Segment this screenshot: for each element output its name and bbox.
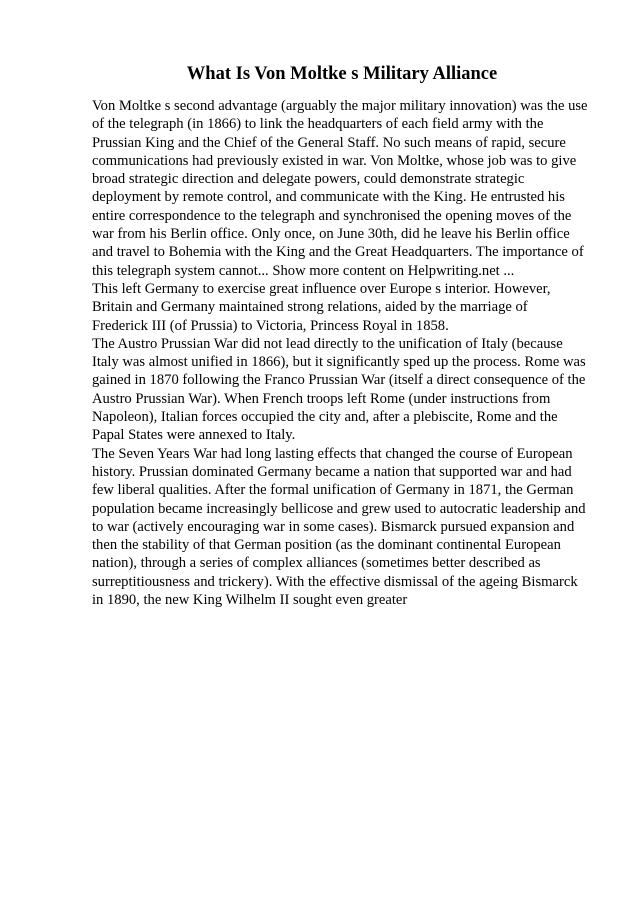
text-line: surreptitiousness and trickery). With the effective dismissal of the ageing Bismarck [92, 573, 578, 590]
paragraph-3 [92, 335, 592, 445]
text-line: Von Moltke s second advantage (arguably the major military innovation) was the use [92, 98, 588, 114]
text-line: then the stability of that German position (as the dominant continental European [92, 537, 561, 554]
text-line: Prussian King and the Chief of the General Staff. No such means of rapid, secure [92, 134, 566, 151]
text-line: and travel to Bohemia with the King and the Great Headquarters. The importance of [92, 244, 584, 261]
text-line: The Austro Prussian War did not lead directly to the unification of Italy (because [92, 335, 563, 352]
text-line: of the telegraph (in 1866) to link the headquarters of each field army with the [92, 116, 544, 133]
text-line: to war (actively encouraging war in some cases). Bismarck pursued expansion and [92, 518, 575, 535]
text-line: Italy was almost unified in 1866), but it significantly sped up the process. Rome was [92, 354, 586, 371]
text-line: in 1890, the new King Wilhelm II sought even greater [92, 592, 408, 609]
text-line: broad strategic direction and delegate powers, could demonstrate strategic [92, 171, 525, 188]
text-line: Napoleon), Italian forces occupied the city and, after a plebiscite, Rome and the [92, 409, 558, 426]
text-line: this telegraph system cannot... Show more content on Helpwriting.net ... [92, 262, 515, 279]
text-line: few liberal qualities. After the formal unification of Germany in 1871, the German [92, 482, 574, 499]
text-line: This left Germany to exercise great influence over Europe s interior. However, [92, 280, 551, 297]
text-line: nation), through a series of complex alliances (sometimes better described as [92, 555, 541, 572]
text-line: Britain and Germany maintained strong relations, aided by the marriage of [92, 299, 528, 316]
text-line: entire correspondence to the telegraph and synchronised the opening moves of the [92, 207, 572, 224]
text-line: population became increasingly bellicose and grew used to autocratic leadership and [92, 500, 586, 517]
document-title: What Is Von Moltke s Military Alliance [186, 64, 498, 84]
text-line: gained in 1870 following the Franco Prussian War (itself a direct consequence of the [92, 372, 586, 389]
text-line: deployment by remote control, and communicate with the King. He entrusted his [92, 189, 565, 206]
document-body [92, 97, 592, 609]
text-line: war from his Berlin office. Only once, on June 30th, did he leave his Berlin office [92, 226, 570, 243]
text-line: Papal States were annexed to Italy. [92, 427, 296, 444]
paragraph-2 [92, 280, 592, 335]
text-line: Austro Prussian War). When French troops left Rome (under instructions from [92, 390, 551, 407]
paragraph-1 [92, 97, 592, 280]
text-line: communications had previously existed in war. Von Moltke, whose job was to give [92, 152, 577, 169]
paragraph-4 [92, 445, 592, 610]
text-line: Frederick III (of Prussia) to Victoria, Princess Royal in 1858. [92, 317, 449, 334]
text-line: history. Prussian dominated Germany became a nation that supported war and had [92, 463, 572, 480]
text-line: The Seven Years War had long lasting effects that changed the course of European [92, 445, 573, 462]
